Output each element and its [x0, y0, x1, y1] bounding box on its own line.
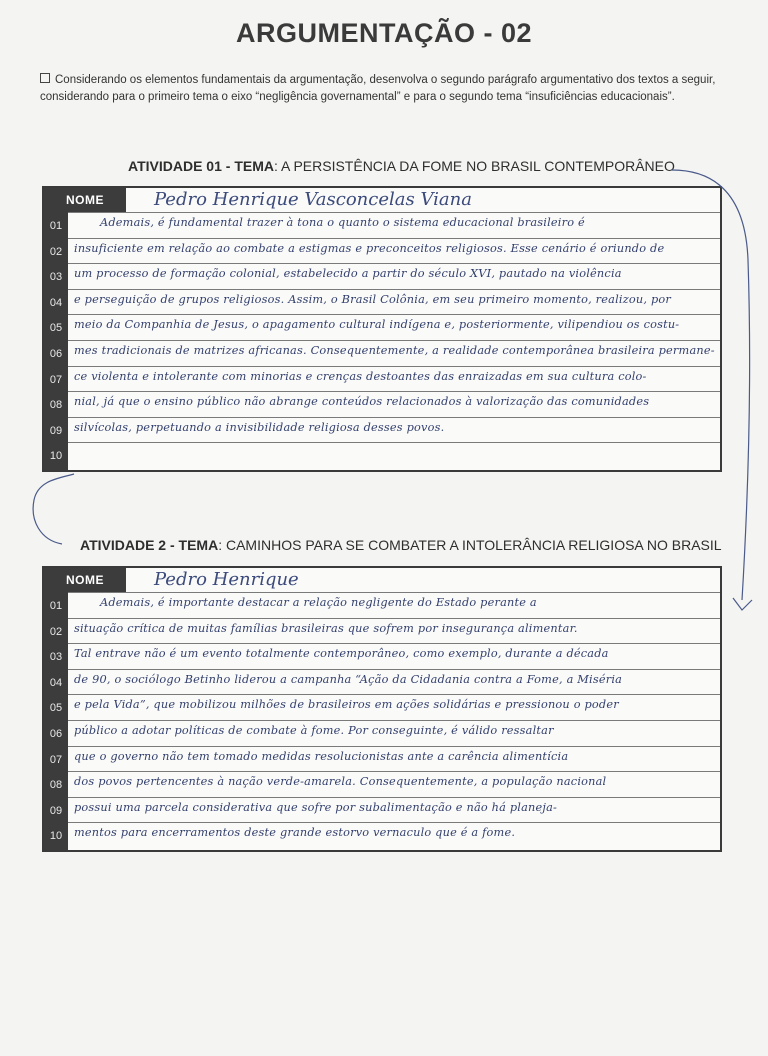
line-number: 08	[49, 399, 63, 412]
handwritten-text: Ademais, é importante destacar a relação negligente do Estado perante a	[100, 596, 537, 609]
line-number: 09	[49, 424, 63, 437]
handwritten-text: Tal entrave não é um evento totalmente contemporâneo, como exemplo, durante a década	[74, 647, 609, 661]
line-number: 05	[49, 322, 63, 335]
activity2-label: ATIVIDADE 2 - TEMA	[80, 537, 219, 553]
line-number: 10	[49, 450, 63, 463]
line-number: 06	[49, 728, 63, 740]
line-number: 02	[49, 245, 63, 258]
page-title: ARGUMENTAÇÃO - 02	[235, 18, 532, 48]
line-number: 07	[49, 753, 63, 766]
instruction-line-1-text: Considerando os elementos fundamentais da argumentação, desenvolva o segundo parágrafo argumentativo dos textos a seguir,	[55, 74, 716, 86]
line-number: 01	[49, 220, 63, 232]
student-name[interactable]: Pedro Henrique	[154, 569, 299, 590]
handwritten-text: mes tradicionais de matrizes africanas. Consequentemente, a realidade contemporânea brasileira permane-	[74, 344, 715, 357]
handwritten-text: de 90, o sociólogo Betinho liderou a campanha “Ação da Cidadania contra a Fome, a Miséria	[74, 672, 623, 686]
handwritten-text: que o governo não tem tomado medidas resolucionistas ante a carência alimentícia	[74, 749, 569, 763]
handwritten-text: um processo de formação colonial, estabelecido a partir do século XVI, pautado na violência	[74, 267, 622, 281]
handwritten-text: ce violenta e intolerante com minorias e crenças destoantes das enraizadas em sua cultura colo-	[74, 369, 647, 383]
handwritten-text: possui uma parcela considerativa que sofre por subalimentação e não há planeja-	[74, 800, 558, 814]
handwritten-text: situação crítica de muitas famílias brasileiras que sofrem por insegurança alimentar.	[74, 621, 578, 635]
line-number: 06	[49, 348, 63, 360]
handwritten-text: mentos para encerramentos deste grande estorvo vernaculo que é a fome.	[74, 826, 516, 840]
line-number: 03	[49, 271, 63, 284]
handwritten-text: público a adotar políticas de combate à fome. Por conseguinte, é válido ressaltar	[74, 724, 554, 737]
line-number: 09	[49, 804, 63, 817]
line-number: 05	[49, 702, 63, 715]
line-number: 02	[49, 625, 63, 638]
line-number: 01	[49, 600, 63, 612]
handwritten-text: insuficiente em relação ao combate a estigmas e preconceitos religiosos. Esse cenário é oriundo de	[74, 241, 665, 255]
name-label: NOME	[44, 188, 126, 212]
handwritten-text: silvícolas, perpetuando a invisibilidade religiosa desses povos.	[74, 420, 445, 434]
line-number: 10	[49, 830, 63, 843]
handwritten-text: e pela Vida”, que mobilizou milhões de brasileiros em ações solidárias e pressionou o poder	[74, 698, 619, 712]
activity1-theme: : A PERSISTÊNCIA DA FOME NO BRASIL CONTEMPORÂNEO	[273, 158, 675, 174]
handwritten-text: e perseguição de grupos religiosos. Assim, o Brasil Colônia, em seu primeiro momento, realizou, por	[74, 292, 671, 306]
line-number: 04	[49, 296, 63, 309]
activity2-theme: : CAMINHOS PARA SE COMBATER A INTOLERÂNCIA RELIGIOSA NO BRASIL	[218, 537, 722, 553]
handwritten-text: nial, já que o ensino público não abrange conteúdos relacionados à valorização das comunidades	[74, 395, 650, 409]
line-number: 04	[49, 676, 63, 689]
line-number: 08	[49, 779, 63, 792]
name-label: NOME	[44, 568, 126, 592]
student-name[interactable]: Pedro Henrique Vasconcelas Viana	[154, 189, 472, 210]
instruction-line-2: considerando para o primeiro tema o eixo “negligência governamental” e para o segundo tema “insuficiências educacionais”.	[40, 91, 675, 103]
handwritten-text: meio da Companhia de Jesus, o apagamento cultural indígena e, posteriormente, vilipendiou os costu-	[74, 318, 680, 332]
handwritten-text: Ademais, é fundamental trazer à tona o quanto o sistema educacional brasileiro é	[100, 216, 585, 229]
activity1-label: ATIVIDADE 01 - TEMA	[128, 158, 274, 174]
line-number: 03	[49, 651, 63, 664]
handwritten-text: dos povos pertencentes à nação verde-amarela. Consequentemente, a população nacional	[74, 775, 607, 789]
line-number: 07	[49, 373, 63, 386]
